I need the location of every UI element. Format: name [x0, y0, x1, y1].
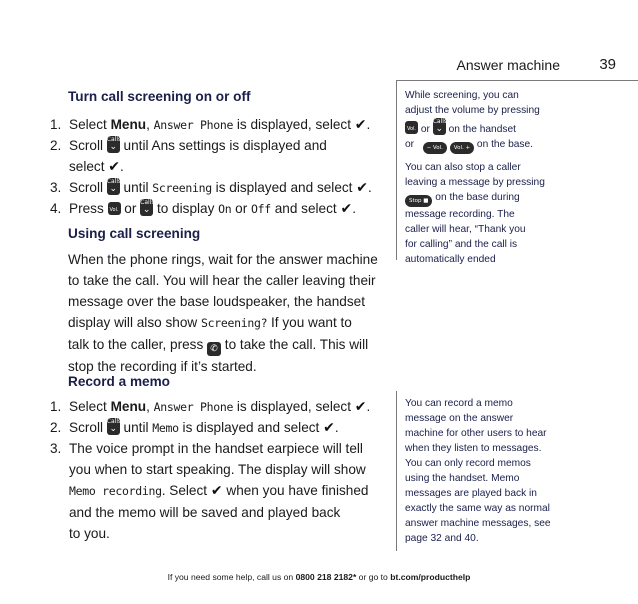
note-line: on the handset: [445, 124, 516, 135]
note-line: machine for other users to hear: [405, 428, 547, 439]
page-footer: [0, 572, 638, 582]
item-text: and the memo will be saved and played back: [69, 505, 341, 520]
sidebar-divider-top: [396, 80, 397, 260]
item-text: select: [69, 159, 109, 174]
item-text: . Select: [161, 483, 211, 498]
sidebar-divider-bottom: [396, 391, 397, 551]
item-text: to display: [153, 201, 219, 216]
item-text: until Ans settings is displayed and: [119, 138, 327, 153]
section-heading-call-screening: Turn call screening on or off: [68, 89, 251, 104]
note-line: or: [405, 139, 417, 150]
helpline-number: 0800 218 2182*: [295, 572, 357, 582]
item-text: or: [120, 201, 141, 216]
item-text: and select: [270, 201, 341, 216]
paragraph-line: to take the call. This will: [221, 337, 369, 352]
footer-text: If you need some help, call us on: [167, 572, 296, 582]
volume-key-icon: Vol.: [108, 202, 121, 215]
check-icon: ✔: [354, 116, 367, 132]
footer-text: or go to: [356, 572, 391, 582]
item-text: Select: [69, 399, 111, 414]
calls-down-key-icon: Calls ⌄: [106, 178, 122, 194]
volume-key-icon: Vol.: [405, 121, 418, 134]
check-icon: ✔: [354, 398, 367, 414]
check-icon: ✔: [108, 158, 121, 174]
item-text: you when to start speaking. The display will show: [69, 462, 366, 477]
item-text: ,: [146, 117, 154, 132]
item-text: Scroll: [69, 138, 107, 153]
paragraph-line: stop the recording if it’s started.: [68, 359, 257, 374]
check-icon: ✔: [340, 200, 353, 216]
item-text: is displayed, select: [233, 117, 355, 132]
check-icon: ✔: [356, 179, 368, 195]
note-line: for calling” and the call is: [405, 239, 518, 250]
item-text: to you.: [69, 526, 110, 541]
running-header-title: Answer machine: [456, 57, 560, 73]
item-text: when you have finished: [222, 483, 369, 498]
calls-down-key-icon: Calls ⌄: [140, 199, 155, 215]
display-text: Answer Phone: [153, 118, 234, 132]
note-line: exactly the same way as normal: [405, 503, 550, 514]
using-screening-paragraph: [68, 249, 386, 377]
item-number: 1.: [50, 117, 62, 132]
sidebar-note-memo: [405, 396, 581, 546]
calls-down-key-icon: Calls ⌄: [106, 136, 122, 152]
item-number: 2.: [50, 420, 62, 435]
note-line: automatically ended: [405, 254, 496, 265]
item-text: Press: [69, 201, 108, 216]
note-line: or: [418, 124, 433, 135]
page-number: 39: [599, 56, 616, 73]
display-text: Memo: [152, 421, 179, 435]
note-line: page 32 and 40.: [405, 533, 479, 544]
section-heading-record-memo: Record a memo: [68, 374, 170, 389]
paragraph-line: display will also show: [68, 315, 201, 330]
note-line: You can record a memo: [405, 398, 513, 409]
item-text: until: [119, 420, 153, 435]
item-text: or: [231, 201, 252, 216]
note-line: message on the answer: [405, 413, 514, 424]
item-text: is displayed and select: [211, 180, 357, 195]
calls-down-key-icon: Calls ⌄: [106, 418, 122, 434]
item-text: Scroll: [69, 420, 107, 435]
volume-up-key-icon: Vol. +: [450, 142, 474, 154]
note-line: answer machine messages, see: [405, 518, 551, 529]
note-line: caller will hear, “Thank you: [405, 224, 526, 235]
item-text: is displayed, select: [233, 399, 355, 414]
display-text: Off: [251, 202, 271, 216]
display-text: Screening?: [200, 316, 268, 330]
paragraph-line: When the phone rings, wait for the answer machine: [68, 252, 378, 267]
check-icon: ✔: [323, 419, 335, 435]
paragraph-line: message over the base loudspeaker, the handset: [68, 294, 365, 309]
paragraph-line: to take the call. You will hear the caller leaving their: [68, 273, 376, 288]
note-line: on the base.: [474, 139, 534, 150]
help-url: bt.com/producthelp: [390, 572, 471, 582]
item-number: 1.: [50, 399, 62, 414]
note-line: adjust the volume by pressing: [405, 105, 540, 116]
volume-down-key-icon: − Vol.: [423, 142, 447, 154]
note-line: message recording. The: [405, 209, 515, 220]
note-line: using the handset. Memo: [405, 473, 520, 484]
item-number: 3.: [50, 441, 62, 456]
item-number: 3.: [50, 180, 62, 195]
display-text: Answer Phone: [153, 400, 234, 414]
note-line: While screening, you can: [405, 90, 519, 101]
note-line: when they listen to messages.: [405, 443, 542, 454]
display-text: Memo recording: [69, 484, 162, 498]
item-text: is displayed and select: [178, 420, 324, 435]
header-rule: [396, 80, 638, 81]
item-text: ,: [146, 399, 154, 414]
paragraph-line: If you want to: [267, 315, 352, 330]
note-line: leaving a message by pressing: [405, 177, 545, 188]
display-text: Screening: [152, 181, 212, 195]
item-number: 4.: [50, 201, 62, 216]
note-line: on the base during: [432, 192, 520, 203]
item-number: 2.: [50, 138, 62, 153]
paragraph-line: talk to the caller, press: [68, 337, 208, 352]
item-text: Scroll: [69, 180, 107, 195]
note-line: You can only record memos: [405, 458, 531, 469]
menu-label: Menu: [110, 117, 147, 132]
sidebar-note-volume: [405, 88, 581, 273]
stop-key-icon: Stop ■: [405, 195, 432, 207]
section-heading-using-screening: Using call screening: [68, 226, 201, 241]
item-text: The voice prompt in the handset earpiece will tell: [69, 441, 363, 456]
item-text: until: [119, 180, 153, 195]
note-line: messages are played back in: [405, 488, 537, 499]
display-text: On: [218, 202, 232, 216]
item-text: Select: [69, 117, 111, 132]
note-line: You can also stop a caller: [405, 162, 521, 173]
menu-label: Menu: [110, 399, 147, 414]
phone-key-icon: ✆: [207, 342, 221, 356]
check-icon: ✔: [210, 482, 223, 498]
calls-down-key-icon: Calls ⌄: [432, 118, 448, 134]
